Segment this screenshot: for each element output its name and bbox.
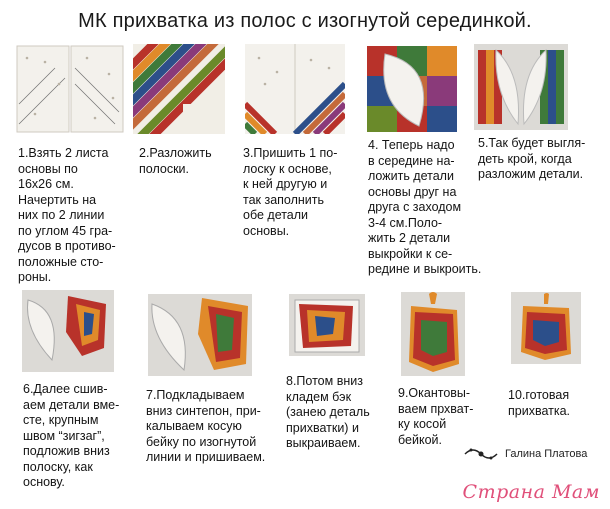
step-8-photo — [289, 294, 365, 356]
step-8-text: 8.Потом вниз кладем бэк (занею деталь прихватки) и выкраиваем. — [286, 374, 370, 450]
step-10-text: 10.готовая прихватка. — [508, 388, 571, 418]
step-2-photo — [133, 44, 225, 134]
step-3-text: 3.Пришить 1 по- лоску к основе, к ней другую и так заполнить обе детали основы. — [243, 146, 338, 238]
step-7-text: 7.Подкладываем вниз синтепон, при- калываем косую бейку по изогнутой линии и пришиваем. — [146, 388, 266, 464]
step-9-text: 9.Окантовы- ваем прхват- ку косой бейкой. — [398, 386, 474, 447]
step-5-photo — [474, 44, 568, 130]
step-3-photo — [245, 44, 345, 134]
watermark: Страна Мам — [462, 481, 600, 503]
step-9-photo — [401, 292, 465, 376]
step-1-photo — [15, 44, 125, 134]
step-7-photo — [148, 294, 252, 376]
page-title: МК прихватка из полос с изогнутой серединкой. — [78, 10, 532, 32]
ornament-icon — [463, 446, 499, 462]
signature — [463, 446, 587, 462]
step-4-text: 4. Теперь надо в середине на- ложить детали основы друг на друга с заходом 3-4 см.Поло- жить 2 детали выкройки к се- редине и выкроить. — [368, 138, 482, 276]
step-1-text: 1.Взять 2 листа основы по 16х26 см. Начертить на них по 2 линии по углом 45 гра- дусов в противо- положные сто- роны. — [18, 146, 116, 284]
step-6-text: 6.Далее сшив- аем детали вме- сте, крупным швом “зигзаг”, подложив вниз полоску, как основу. — [23, 382, 120, 489]
step-2-text: 2.Разложить полоски. — [139, 146, 212, 176]
step-4-photo — [367, 46, 457, 132]
step-5-text: 5.Так будет выгля- деть крой, когда разложим детали. — [478, 136, 586, 181]
step-10-photo — [511, 292, 581, 364]
signature-text: Галина Платова — [505, 448, 588, 460]
step-6-photo — [22, 290, 114, 372]
